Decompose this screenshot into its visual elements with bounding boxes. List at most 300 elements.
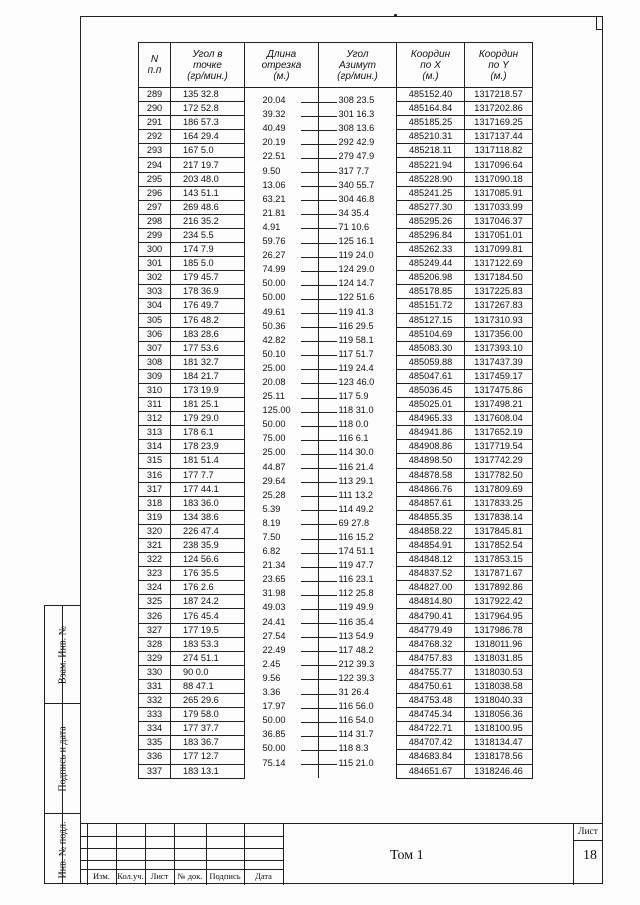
point-angle: 269 48.6 bbox=[171, 200, 245, 214]
segment-azimuth: 116 15.2 bbox=[338, 532, 374, 542]
segment-length-cell bbox=[245, 116, 319, 130]
segment-azimuth-cell bbox=[319, 764, 397, 778]
segment-azimuth-cell bbox=[319, 355, 397, 369]
coord-y: 1318100.95 bbox=[465, 722, 533, 736]
segment-length: 74.99 bbox=[262, 264, 286, 275]
point-angle: 179 45.7 bbox=[171, 271, 245, 285]
segment-azimuth-cell bbox=[319, 116, 397, 130]
coord-y: 1317833.25 bbox=[465, 496, 533, 510]
segment-length: 29.64 bbox=[262, 475, 286, 486]
segment-azimuth-cell bbox=[319, 665, 397, 679]
segment-length-cell bbox=[245, 257, 319, 271]
point-number: 301 bbox=[139, 257, 171, 271]
coord-y: 1317225.83 bbox=[465, 285, 533, 299]
segment-length-cell bbox=[245, 158, 319, 172]
segment-length-cell bbox=[245, 398, 319, 412]
segment-length-cell bbox=[245, 186, 319, 200]
point-angle: 179 29.0 bbox=[171, 412, 245, 426]
table-row bbox=[139, 736, 533, 750]
coord-y: 1317782.50 bbox=[465, 468, 533, 482]
segment-length-cell bbox=[245, 637, 319, 651]
table-row bbox=[139, 172, 533, 186]
segment-azimuth-cell bbox=[319, 412, 397, 426]
segment-length: 42.82 bbox=[262, 334, 286, 345]
coord-y: 1317871.67 bbox=[465, 567, 533, 581]
segment-length-cell bbox=[245, 722, 319, 736]
coord-y: 1317046.37 bbox=[465, 214, 533, 228]
segment-length-cell bbox=[245, 243, 319, 257]
header-line: Угол в bbox=[192, 48, 223, 60]
coord-x: 485127.15 bbox=[397, 313, 465, 327]
coord-y: 1317096.64 bbox=[465, 158, 533, 172]
header-line: отрезка bbox=[261, 59, 302, 71]
segment-length: 49.61 bbox=[262, 306, 286, 317]
table-row bbox=[139, 567, 533, 581]
point-number: 331 bbox=[139, 679, 171, 693]
segment-azimuth: 116 56.0 bbox=[338, 701, 374, 712]
segment-length-cell bbox=[245, 440, 319, 454]
coord-y: 1318246.46 bbox=[465, 764, 533, 778]
segment-length-cell bbox=[245, 341, 319, 355]
point-angle: 185 5.0 bbox=[171, 257, 245, 271]
table-row bbox=[139, 214, 533, 228]
coord-x: 485152.40 bbox=[397, 88, 465, 102]
point-angle: 181 25.1 bbox=[171, 398, 245, 412]
point-number: 297 bbox=[139, 200, 171, 214]
coord-y: 1317459.17 bbox=[465, 369, 533, 383]
header-line: (м.) bbox=[422, 70, 439, 82]
segment-length-cell bbox=[245, 454, 319, 468]
segment-length: 21.34 bbox=[262, 560, 286, 571]
point-angle: 177 7.7 bbox=[171, 468, 245, 482]
header-azimuth bbox=[319, 43, 397, 88]
segment-length: 9.50 bbox=[262, 165, 281, 176]
segment-length: 20.19 bbox=[262, 137, 286, 148]
table-row bbox=[139, 510, 533, 524]
coord-y: 1318031.85 bbox=[465, 651, 533, 665]
point-angle: 177 19.5 bbox=[171, 623, 245, 637]
segment-length-cell bbox=[245, 679, 319, 693]
point-angle: 186 57.3 bbox=[171, 116, 245, 130]
segment-length: 25.00 bbox=[262, 447, 286, 458]
coord-y: 1317475.86 bbox=[465, 383, 533, 397]
coord-y: 1317169.25 bbox=[465, 116, 533, 130]
segment-azimuth-cell bbox=[319, 595, 397, 609]
header-line: п.п bbox=[147, 65, 162, 76]
segment-length-cell bbox=[245, 412, 319, 426]
segment-azimuth-cell bbox=[319, 299, 397, 313]
segment-length-cell bbox=[245, 426, 319, 440]
point-angle: 178 36.9 bbox=[171, 285, 245, 299]
header-line: (гр/мин.) bbox=[337, 70, 378, 82]
corner-mark bbox=[596, 16, 603, 30]
segment-azimuth-cell bbox=[319, 88, 397, 102]
point-angle: 167 5.0 bbox=[171, 144, 245, 158]
coord-x: 484908.86 bbox=[397, 440, 465, 454]
point-angle: 203 48.0 bbox=[171, 172, 245, 186]
segment-azimuth: 119 49.9 bbox=[338, 602, 374, 613]
coord-y: 1317853.15 bbox=[465, 553, 533, 567]
segment-azimuth-cell bbox=[319, 496, 397, 510]
segment-length: 75.00 bbox=[262, 433, 286, 444]
header-line: Азимут bbox=[339, 59, 376, 71]
segment-length-cell bbox=[245, 665, 319, 679]
segment-azimuth-cell bbox=[319, 313, 397, 327]
point-number: 335 bbox=[139, 736, 171, 750]
segment-length: 50.00 bbox=[262, 278, 286, 289]
segment-length: 22.51 bbox=[262, 151, 286, 162]
coord-y: 1317356.00 bbox=[465, 327, 533, 341]
revision-grid bbox=[80, 824, 283, 885]
coord-x: 485277.30 bbox=[397, 200, 465, 214]
coord-y: 1317085.91 bbox=[465, 186, 533, 200]
segment-azimuth-cell bbox=[319, 285, 397, 299]
point-number: 329 bbox=[139, 651, 171, 665]
coord-x: 484745.34 bbox=[397, 708, 465, 722]
segment-length-cell bbox=[245, 609, 319, 623]
header-line: по X bbox=[420, 59, 441, 71]
header-line: Координ bbox=[478, 48, 519, 60]
coord-x: 485241.25 bbox=[397, 186, 465, 200]
point-number: 334 bbox=[139, 722, 171, 736]
header-line: (гр/мин.) bbox=[187, 70, 228, 82]
segment-length: 2.45 bbox=[262, 658, 281, 669]
table-row bbox=[139, 679, 533, 693]
point-number: 306 bbox=[139, 327, 171, 341]
point-number: 292 bbox=[139, 130, 171, 144]
sheet-number: 18 bbox=[583, 848, 597, 863]
segment-azimuth-cell bbox=[319, 383, 397, 397]
table-row bbox=[139, 355, 533, 369]
segment-length-cell bbox=[245, 214, 319, 228]
segment-length-cell bbox=[245, 764, 319, 778]
revision-grid-line bbox=[80, 836, 283, 837]
point-angle: 176 49.7 bbox=[171, 299, 245, 313]
point-number: 318 bbox=[139, 496, 171, 510]
point-number: 290 bbox=[139, 102, 171, 116]
segment-length: 3.36 bbox=[262, 687, 281, 698]
segment-length-cell bbox=[245, 567, 319, 581]
segment-length-cell bbox=[245, 130, 319, 144]
table-row bbox=[139, 440, 533, 454]
point-number: 300 bbox=[139, 243, 171, 257]
segment-azimuth-cell bbox=[319, 440, 397, 454]
point-angle: 265 29.6 bbox=[171, 694, 245, 708]
segment-azimuth-cell bbox=[319, 158, 397, 172]
coord-x: 485221.94 bbox=[397, 158, 465, 172]
coord-y: 1317838.14 bbox=[465, 510, 533, 524]
segment-azimuth-cell bbox=[319, 200, 397, 214]
segment-azimuth-cell bbox=[319, 327, 397, 341]
segment-azimuth: 340 55.7 bbox=[338, 179, 375, 190]
segment-azimuth: 125 16.1 bbox=[338, 236, 375, 247]
point-angle: 176 35.5 bbox=[171, 567, 245, 581]
table-row bbox=[139, 88, 533, 102]
point-angle: 178 23.9 bbox=[171, 440, 245, 454]
table-row bbox=[139, 369, 533, 383]
table-row bbox=[139, 708, 533, 722]
segment-azimuth: 301 16.3 bbox=[338, 109, 375, 120]
segment-length: 50.00 bbox=[262, 743, 286, 754]
segment-length: 50.00 bbox=[262, 715, 286, 726]
revision-column-label: № док. bbox=[177, 871, 203, 881]
point-number: 316 bbox=[139, 468, 171, 482]
coord-x: 484753.48 bbox=[397, 694, 465, 708]
segment-length-cell bbox=[245, 355, 319, 369]
segment-azimuth: 119 58.1 bbox=[338, 334, 374, 345]
segment-azimuth-cell bbox=[319, 679, 397, 693]
segment-azimuth-cell bbox=[319, 722, 397, 736]
segment-azimuth-cell bbox=[319, 482, 397, 496]
segment-azimuth-cell bbox=[319, 426, 397, 440]
segment-azimuth-cell bbox=[319, 102, 397, 116]
coord-x: 485296.84 bbox=[397, 228, 465, 242]
point-angle: 134 38.6 bbox=[171, 510, 245, 524]
coord-y: 1317310.93 bbox=[465, 313, 533, 327]
coord-x: 484857.61 bbox=[397, 496, 465, 510]
table-row bbox=[139, 694, 533, 708]
coord-x: 485025.01 bbox=[397, 398, 465, 412]
segment-azimuth-cell bbox=[319, 623, 397, 637]
point-number: 312 bbox=[139, 412, 171, 426]
segment-length: 31.98 bbox=[262, 588, 286, 599]
segment-azimuth: 124 14.7 bbox=[338, 278, 375, 289]
coord-x: 484750.61 bbox=[397, 679, 465, 693]
table-row bbox=[139, 341, 533, 355]
table-row bbox=[139, 553, 533, 567]
revision-grid-line bbox=[80, 848, 283, 849]
coord-y: 1317202.86 bbox=[465, 102, 533, 116]
point-angle: 179 58.0 bbox=[171, 708, 245, 722]
segment-length-cell bbox=[245, 496, 319, 510]
coord-x: 485249.44 bbox=[397, 257, 465, 271]
point-angle: 183 13.1 bbox=[171, 764, 245, 778]
segment-azimuth-cell bbox=[319, 454, 397, 468]
coord-x: 485218.11 bbox=[397, 144, 465, 158]
scan-dot bbox=[394, 14, 397, 17]
segment-azimuth: 118 0.0 bbox=[338, 419, 369, 430]
segment-azimuth: 115 21.0 bbox=[338, 757, 374, 768]
segment-azimuth: 114 49.2 bbox=[338, 503, 374, 514]
segment-azimuth-cell bbox=[319, 750, 397, 764]
segment-azimuth: 114 30.0 bbox=[338, 447, 374, 458]
coord-y: 1317118.82 bbox=[465, 144, 533, 158]
coord-x: 484878.58 bbox=[397, 468, 465, 482]
point-angle: 183 28.6 bbox=[171, 327, 245, 341]
point-number: 289 bbox=[139, 88, 171, 102]
segment-azimuth-cell bbox=[319, 398, 397, 412]
segment-azimuth: 116 6.1 bbox=[338, 433, 369, 444]
coord-x: 484651.67 bbox=[397, 764, 465, 778]
table-row bbox=[139, 524, 533, 538]
point-angle: 164 29.4 bbox=[171, 130, 245, 144]
segment-length-cell bbox=[245, 750, 319, 764]
table-row bbox=[139, 313, 533, 327]
coord-x: 485262.33 bbox=[397, 243, 465, 257]
title-block bbox=[80, 823, 603, 884]
coord-x: 485210.31 bbox=[397, 130, 465, 144]
coord-y: 1317122.69 bbox=[465, 257, 533, 271]
table-row bbox=[139, 482, 533, 496]
coord-x: 484858.22 bbox=[397, 524, 465, 538]
segment-azimuth: 116 35.4 bbox=[338, 616, 374, 627]
segment-length-cell bbox=[245, 736, 319, 750]
header-line: по Y bbox=[488, 59, 509, 71]
segment-length-cell bbox=[245, 144, 319, 158]
table-row bbox=[139, 130, 533, 144]
point-angle: 176 48.2 bbox=[171, 313, 245, 327]
revision-column-label: Изм. bbox=[93, 871, 110, 881]
segment-length: 25.28 bbox=[262, 489, 286, 500]
table-row bbox=[139, 299, 533, 313]
segment-azimuth-cell bbox=[319, 651, 397, 665]
segment-length-cell bbox=[245, 524, 319, 538]
coord-y: 1317437.39 bbox=[465, 355, 533, 369]
coord-x: 484854.91 bbox=[397, 539, 465, 553]
table-row bbox=[139, 539, 533, 553]
segment-azimuth: 69 27.8 bbox=[338, 517, 370, 528]
coord-x: 485104.69 bbox=[397, 327, 465, 341]
coord-x: 484965.33 bbox=[397, 412, 465, 426]
point-number: 327 bbox=[139, 623, 171, 637]
coord-y: 1318030.53 bbox=[465, 665, 533, 679]
coord-x: 485185.25 bbox=[397, 116, 465, 130]
segment-azimuth: 117 48.2 bbox=[338, 644, 374, 655]
table-row bbox=[139, 454, 533, 468]
segment-azimuth-cell bbox=[319, 172, 397, 186]
segment-azimuth: 114 31.7 bbox=[338, 729, 374, 740]
segment-length-cell bbox=[245, 200, 319, 214]
point-angle: 177 53.6 bbox=[171, 341, 245, 355]
coord-x: 484855.35 bbox=[397, 510, 465, 524]
segment-length: 25.00 bbox=[262, 362, 286, 373]
segment-length-cell bbox=[245, 708, 319, 722]
segment-azimuth-cell bbox=[319, 186, 397, 200]
coord-x: 484707.42 bbox=[397, 736, 465, 750]
point-angle: 226 47.4 bbox=[171, 524, 245, 538]
point-angle: 176 2.6 bbox=[171, 581, 245, 595]
coord-x: 484757.83 bbox=[397, 651, 465, 665]
point-angle: 135 32.8 bbox=[171, 88, 245, 102]
point-angle: 176 45.4 bbox=[171, 609, 245, 623]
header-line: (м.) bbox=[273, 70, 290, 82]
point-number: 315 bbox=[139, 454, 171, 468]
coord-x: 485083.30 bbox=[397, 341, 465, 355]
segment-length-cell bbox=[245, 285, 319, 299]
table-row bbox=[139, 228, 533, 242]
segment-length: 50.00 bbox=[262, 419, 286, 430]
table-row bbox=[139, 637, 533, 651]
point-angle: 181 32.7 bbox=[171, 355, 245, 369]
coord-x: 484790.41 bbox=[397, 609, 465, 623]
point-number: 313 bbox=[139, 426, 171, 440]
coord-y: 1317051.01 bbox=[465, 228, 533, 242]
segment-length: 23.65 bbox=[262, 574, 286, 585]
coord-x: 484837.52 bbox=[397, 567, 465, 581]
point-number: 291 bbox=[139, 116, 171, 130]
point-number: 337 bbox=[139, 764, 171, 778]
point-number: 311 bbox=[139, 398, 171, 412]
segment-azimuth: 118 31.0 bbox=[338, 405, 374, 416]
point-angle: 216 35.2 bbox=[171, 214, 245, 228]
table-row bbox=[139, 200, 533, 214]
header-line: Длина bbox=[266, 48, 297, 60]
segment-azimuth: 116 21.4 bbox=[338, 461, 374, 472]
table-row bbox=[139, 186, 533, 200]
segment-length: 125.00 bbox=[262, 405, 291, 416]
point-angle: 184 21.7 bbox=[171, 369, 245, 383]
segment-length: 50.10 bbox=[262, 348, 286, 359]
table-row bbox=[139, 595, 533, 609]
side-label-replacement: Взам. Инв. № bbox=[57, 625, 68, 684]
segment-azimuth: 279 47.9 bbox=[338, 151, 375, 162]
segment-length-cell bbox=[245, 651, 319, 665]
point-angle: 173 19.9 bbox=[171, 383, 245, 397]
segment-azimuth: 71 10.6 bbox=[338, 221, 370, 232]
segment-azimuth-cell bbox=[319, 581, 397, 595]
point-number: 336 bbox=[139, 750, 171, 764]
table-row bbox=[139, 383, 533, 397]
coord-y: 1317137.44 bbox=[465, 130, 533, 144]
segment-azimuth: 112 25.8 bbox=[338, 588, 374, 599]
segment-azimuth: 113 29.1 bbox=[338, 475, 374, 486]
segment-length: 17.97 bbox=[262, 701, 286, 712]
title-block-divider bbox=[283, 824, 284, 885]
point-number: 321 bbox=[139, 539, 171, 553]
segment-length-cell bbox=[245, 228, 319, 242]
header-line: Координ bbox=[410, 48, 451, 60]
coord-x: 485295.26 bbox=[397, 214, 465, 228]
segment-azimuth-cell bbox=[319, 144, 397, 158]
segment-azimuth: 212 39.3 bbox=[338, 658, 375, 669]
segment-azimuth: 113 54.9 bbox=[338, 630, 374, 641]
point-angle: 174 7.9 bbox=[171, 243, 245, 257]
table-row bbox=[139, 426, 533, 440]
point-angle: 177 37.7 bbox=[171, 722, 245, 736]
segment-azimuth: 116 23.1 bbox=[338, 574, 374, 585]
table-row bbox=[139, 609, 533, 623]
coord-x: 484866.76 bbox=[397, 482, 465, 496]
coord-x: 485164.84 bbox=[397, 102, 465, 116]
segment-length-cell bbox=[245, 539, 319, 553]
point-angle: 183 53.3 bbox=[171, 637, 245, 651]
point-number: 307 bbox=[139, 341, 171, 355]
point-number: 294 bbox=[139, 158, 171, 172]
point-number: 332 bbox=[139, 694, 171, 708]
revision-column-label: Дата bbox=[255, 871, 272, 881]
coord-y: 1317218.57 bbox=[465, 88, 533, 102]
segment-length: 20.08 bbox=[262, 376, 286, 387]
segment-azimuth-cell bbox=[319, 567, 397, 581]
segment-length-cell bbox=[245, 553, 319, 567]
segment-azimuth: 308 23.5 bbox=[338, 95, 375, 106]
point-angle: 187 24.2 bbox=[171, 595, 245, 609]
segment-azimuth-cell bbox=[319, 694, 397, 708]
coord-x: 484827.00 bbox=[397, 581, 465, 595]
table-row bbox=[139, 158, 533, 172]
table-row bbox=[139, 327, 533, 341]
coordinates-table bbox=[138, 42, 533, 779]
coord-x: 485151.72 bbox=[397, 299, 465, 313]
side-label-signature: Подпись и дата bbox=[57, 725, 68, 792]
header-line: точке bbox=[193, 59, 222, 71]
table-row bbox=[139, 144, 533, 158]
segment-length: 36.85 bbox=[262, 729, 286, 740]
coord-y: 1317267.83 bbox=[465, 299, 533, 313]
point-number: 326 bbox=[139, 609, 171, 623]
side-label-inventory: Инв. № подл. bbox=[57, 821, 68, 878]
segment-azimuth-cell bbox=[319, 243, 397, 257]
